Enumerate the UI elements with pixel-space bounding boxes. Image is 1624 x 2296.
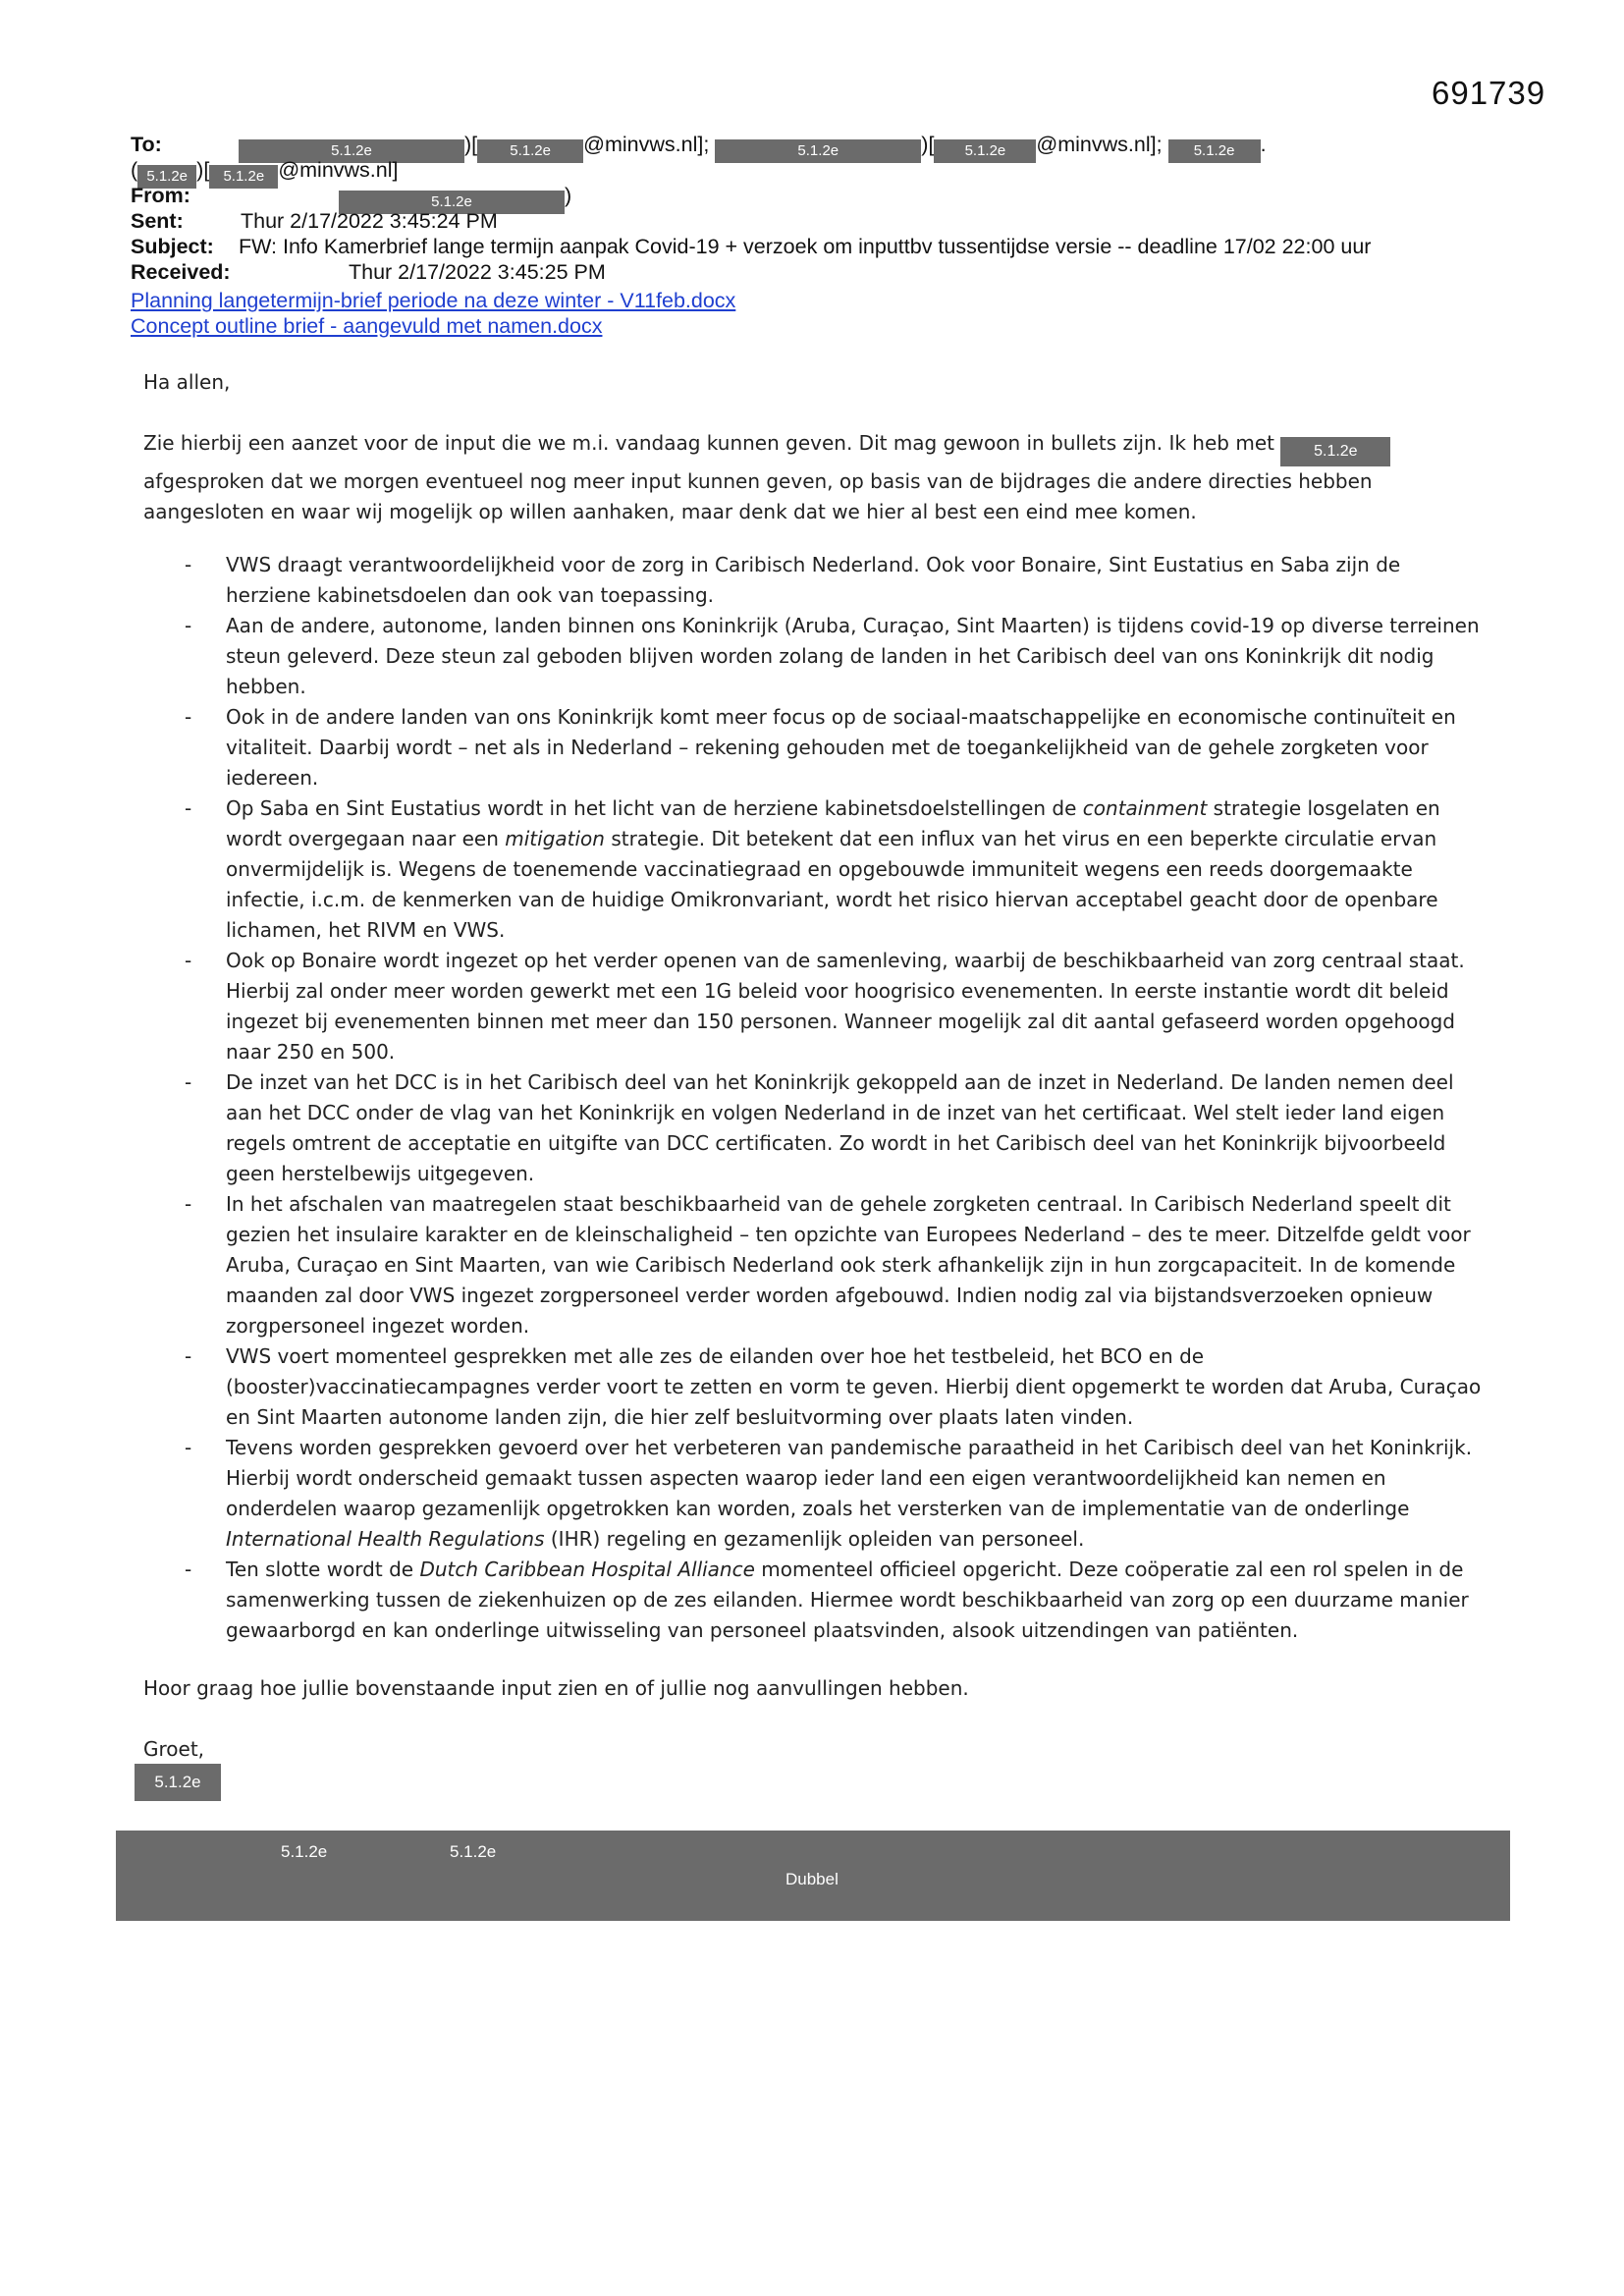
redaction: 5.1.2e: [934, 139, 1036, 163]
bullet-text: In het afschalen van maatregelen staat beschikbaarheid van de gehele zorgketen centraal. In Caribisch Nederland speelt dit gezien het insulaire karakter en de kleinschaligheid – ten opzichte van Europees Nederland – des te meer. Ditzelfde geldt voor Aruba, Curaçao en Sint Maarten, van wie Caribisch Nederland ook sterk afhankelijk zijn in hun zorgcapaciteit. In de komende maanden zal door VWS ingezet zorgpersoneel verder worden afgebouwd. Indien nodig zal via bijstandsverzoeken opnieuw zorgpersoneel ingezet worden.: [226, 1192, 1471, 1338]
to-end: .: [1260, 133, 1267, 156]
bullet-text: strategie losgelaten en wordt overgegaan naar een: [226, 796, 1440, 850]
bullet-text: VWS draagt verantwoordelijkheid voor de zorg in Caribisch Nederland. Ook voor Bonaire, Sint Eustatius en Saba zijn de herziene kabinetsdoelen dan ook van toepassing.: [226, 553, 1401, 607]
bullet-item: [185, 702, 1490, 793]
bullet-list: [185, 550, 1490, 1646]
to-label: To:: [131, 133, 162, 156]
from-label: From:: [131, 184, 190, 207]
bullet-emphasis: mitigation: [505, 827, 605, 850]
intro-text-continued: afgesproken dat we morgen eventueel nog meer input kunnen geven, op basis van de bijdrages die andere directies hebben aangesloten en waar wij mogelijk op willen aanhaken, maar denk dat we hier al best een eind mee komen.: [143, 469, 1373, 523]
bullet-text: strategie. Dit betekent dat een influx van het virus en een beperkte circulatie ervan onvermijdelijk is. Wegens de toenemende vaccinatiegraad en opgebouwde immuniteit wegens een reeds doorgemaakte infectie, i.c.m. de kenmerken van de huidige Omikronvariant, wordt het risico hiervan acceptabel geacht door de openbare lichamen, het RIVM en VWS.: [226, 827, 1438, 942]
redaction: 5.1.2e: [1168, 139, 1261, 163]
to-separator: )[: [921, 133, 935, 156]
signature-redaction: 5.1.2e: [135, 1764, 221, 1801]
from-end: ): [565, 184, 572, 207]
bullet-item: [185, 1067, 1490, 1189]
bullet-item: [185, 1433, 1490, 1555]
bullet-item: [185, 611, 1490, 702]
to-separator: )[: [196, 158, 210, 182]
bullet-text: VWS voert momenteel gesprekken met alle zes de eilanden over hoe het testbeleid, het BCO en de (booster)vaccinatiecampagnes verder voort te zetten en vorm te geven. Hierbij dient opgemerkt te worden dat Aruba, Curaçao en Sint Maarten autonome landen zijn, die hier zelf besluitvorming over plaats laten vinden.: [226, 1344, 1482, 1429]
bullet-text: (IHR) regeling en gezamenlijk opleiden van personeel.: [544, 1527, 1085, 1551]
sent-value: Thur 2/17/2022 3:45:24 PM: [241, 209, 498, 233]
bullet-item: [185, 550, 1490, 611]
redaction: 5.1.2e: [715, 139, 921, 163]
footer-redaction-bar: [116, 1831, 1510, 1921]
bullet-text: Ook op Bonaire wordt ingezet op het verder openen van de samenleving, waarbij de beschikbaarheid van zorg centraal staat. Hierbij zal onder meer worden gewerkt met een 1G beleid voor hoogrisico evenementen. In eerste instantie wordt dit beleid ingezet bij evenementen binnen met meer dan 150 personen. Wanneer mogelijk zal dit aantal gefaseerd worden opgehoogd naar 250 en 500.: [226, 949, 1465, 1064]
bullet-emphasis: International Health Regulations: [226, 1527, 545, 1551]
received-line: [131, 259, 606, 285]
attachment-link[interactable]: Concept outline brief - aangevuld met namen.docx: [131, 314, 603, 338]
to-domain: @minvws.nl];: [1036, 133, 1163, 156]
sign-off: Groet,: [143, 1737, 205, 1761]
bullet-emphasis: Dutch Caribbean Hospital Alliance: [419, 1558, 755, 1581]
bullet-text: Tevens worden gesprekken gevoerd over het verbeteren van pandemische paraatheid in het Caribisch deel van het Koninkrijk. Hierbij wordt onderscheid gemaakt tussen aspecten waarop ieder land een eigen verantwoordelijkheid kan nemen en onderdelen waarop gezamenlijk opgetrokken kan worden, zoals het versterken van de implementatie van de onderlinge: [226, 1436, 1473, 1520]
bullet-text: Ten slotte wordt de: [226, 1558, 420, 1581]
bullet-item: [185, 1341, 1490, 1433]
bullet-emphasis: containment: [1082, 796, 1208, 820]
to-domain: @minvws.nl];: [583, 133, 710, 156]
bullet-text: De inzet van het DCC is in het Caribisch deel van het Koninkrijk gekoppeld aan de inzet in Nederland. De landen nemen deel aan het DCC onder de vlag van het Koninkrijk en volgen Nederland in de inzet van het certificaat. Wel stelt ieder land eigen regels omtrent de acceptatie en uitgifte van DCC certificaten. Zo wordt in het Caribisch deel van het Koninkrijk bijvoorbeeld geen herstelbewijs uitgegeven.: [226, 1070, 1454, 1185]
subject-value: FW: Info Kamerbrief lange termijn aanpak Covid-19 + verzoek om inputtbv tussentijdse versie -- deadline 17/02 22:00 uur: [239, 235, 1372, 258]
greeting: Ha allen,: [143, 370, 231, 394]
subject-label: Subject:: [131, 235, 214, 258]
received-label: Received:: [131, 260, 231, 284]
document-id: 691739: [1432, 75, 1546, 111]
redaction: 5.1.2e: [137, 165, 196, 189]
bullet-text: Aan de andere, autonome, landen binnen ons Koninkrijk (Aruba, Curaçao, Sint Maarten) is tijdens covid-19 op diverse terreinen steun geleverd. Deze steun zal geboden blijven worden zolang de landen in het Caribisch deel van ons Koninkrijk dit nodig hebben.: [226, 614, 1480, 698]
bullet-text: Op Saba en Sint Eustatius wordt in het licht van de herziene kabinetsdoelstellingen de: [226, 796, 1083, 820]
bullet-item: [185, 793, 1490, 946]
intro-paragraph: [143, 428, 1489, 527]
to-domain: @minvws.nl]: [278, 158, 399, 182]
received-value: Thur 2/17/2022 3:45:25 PM: [349, 260, 606, 284]
bullet-item: [185, 1189, 1490, 1341]
redaction: 5.1.2e: [209, 165, 278, 189]
footer-redaction-label: 5.1.2e: [450, 1842, 497, 1861]
bullet-item: [185, 946, 1490, 1067]
bullet-text: momenteel officieel opgericht. Deze coöperatie zal een rol spelen in de samenwerking tussen de ziekenhuizen op de zes eilanden. Hiermee wordt beschikbaarheid van zorg op een duurzame manier gewaarborgd en kan onderlinge uitwisseling van personeel plaatsvinden, alsook uitzendingen van patiënten.: [226, 1558, 1469, 1642]
bullet-item: [185, 1555, 1490, 1646]
to-open: (: [131, 158, 138, 182]
sent-label: Sent:: [131, 209, 184, 233]
bullet-text: Ook in de andere landen van ons Koninkrijk komt meer focus op de sociaal-maatschappelijke en economische continuïteit en vitaliteit. Daarbij wordt – net als in Nederland – rekening gehouden met de toegankelijkheid van de gehele zorgketen voor iedereen.: [226, 705, 1456, 790]
redaction: 5.1.2e: [339, 191, 565, 214]
intro-text: Zie hierbij een aanzet voor de input die we m.i. vandaag kunnen geven. Dit mag gewoon in bullets zijn. Ik heb met: [143, 431, 1274, 455]
closing-line: Hoor graag hoe jullie bovenstaande input zien en of jullie nog aanvullingen hebben.: [143, 1676, 969, 1700]
to-separator: )[: [464, 133, 478, 156]
attachment-link[interactable]: Planning langetermijn-brief periode na deze winter - V11feb.docx: [131, 289, 736, 312]
sent-line: [131, 208, 498, 234]
footer-label: Dubbel: [785, 1870, 839, 1888]
footer-redaction-label: 5.1.2e: [281, 1842, 328, 1861]
redaction: 5.1.2e: [1280, 437, 1390, 466]
subject-line: [131, 234, 1371, 259]
redaction: 5.1.2e: [239, 139, 464, 163]
redaction: 5.1.2e: [477, 139, 583, 163]
